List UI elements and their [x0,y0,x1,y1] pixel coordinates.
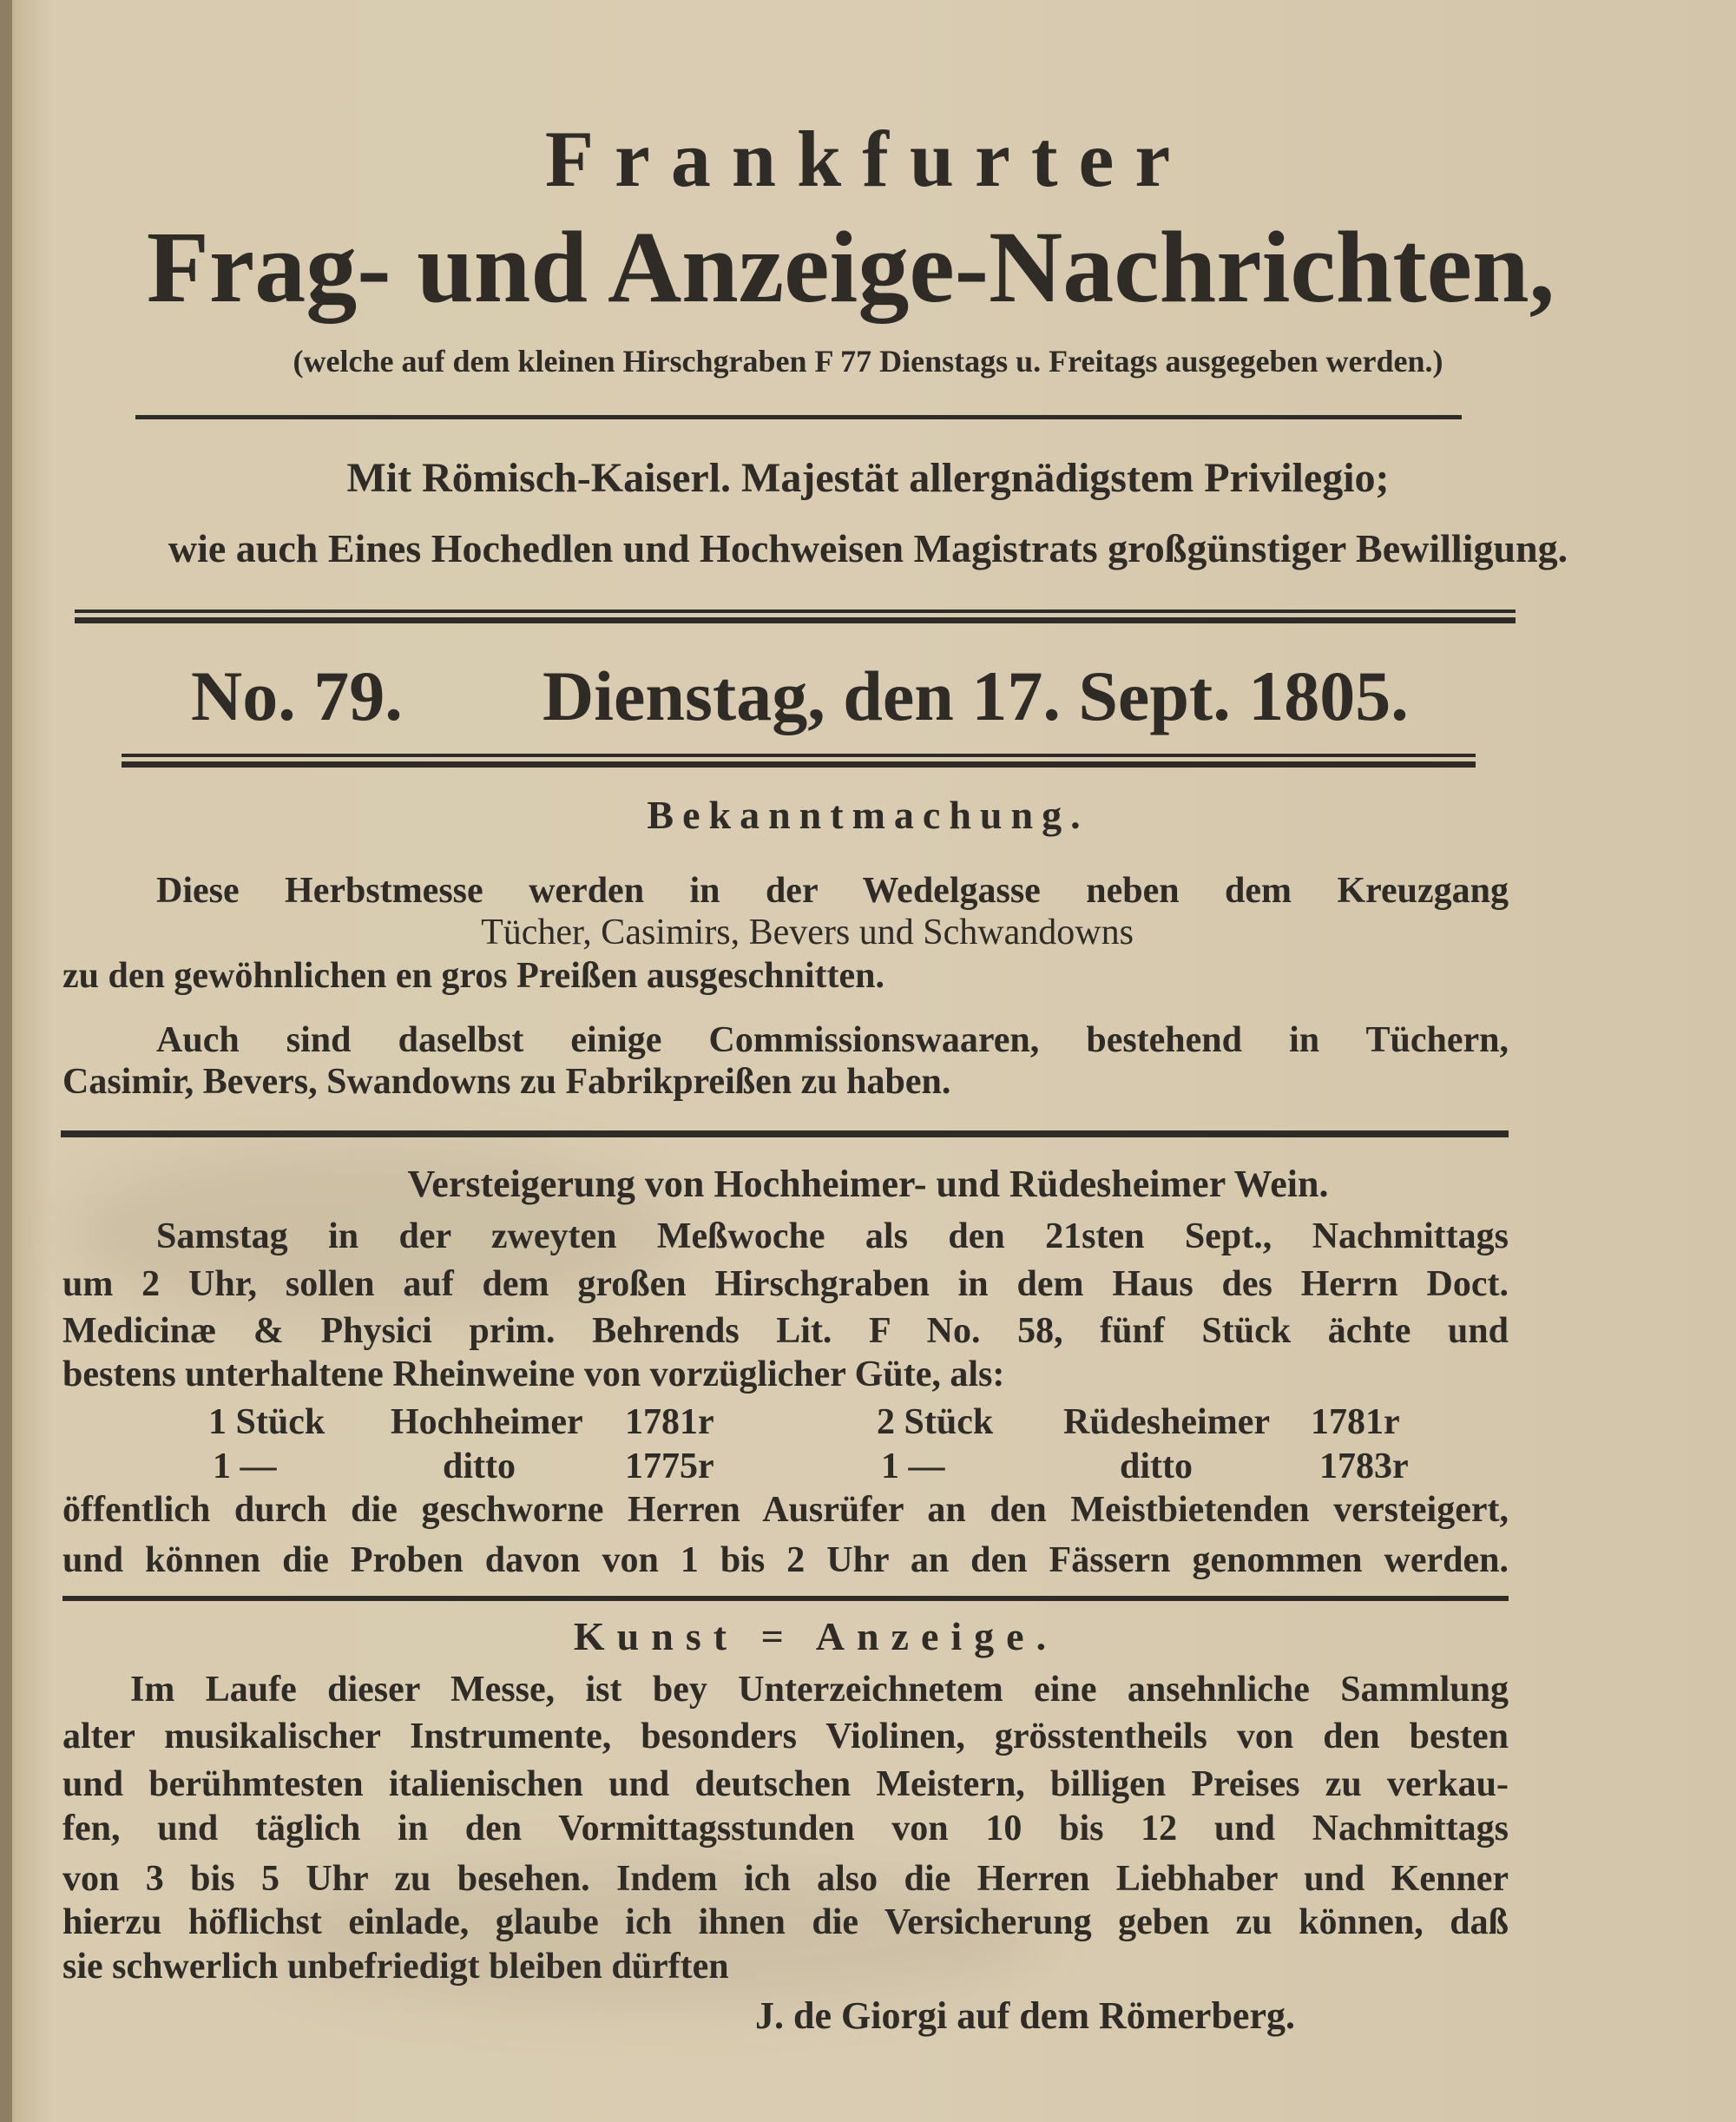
text-line: Im Laufe dieser Messe, ist bey Unterzeichnetem eine ansehnliche Sammlung [130,1670,1509,1710]
wine-qty: 1 Stück [208,1402,326,1442]
wine-qty: 1 — [881,1447,945,1486]
text-line: Auch sind daselbst einige Commissionswaaren, bestehend in Tüchern, [156,1020,1509,1060]
signature: J. de Giorgi auf dem Römerberg. [755,1994,1295,2037]
text-line: und können die Proben davon von 1 bis 2 Uhr an den Fässern genommen werden. [62,1540,1509,1580]
wine-year: 1781r [625,1402,714,1442]
divider [135,415,1462,419]
wine-qty: 1 — [213,1447,277,1486]
text-line: um 2 Uhr, sollen auf dem großen Hirschgraben in dem Haus des Herrn Doct. [62,1264,1509,1304]
privilege-line-1: Mit Römisch-Kaiserl. Majestät allergnädigstem Privilegio; [346,455,1390,501]
text-line: Casimir, Bevers, Swandowns zu Fabrikpreißen zu haben. [62,1062,951,1102]
wine-name: Rüdesheimer [1063,1402,1270,1442]
text-line: alter musikalischer Instrumente, besonders Violinen, grösstentheils von den besten [62,1717,1509,1756]
text-line: Tücher, Casimirs, Bevers und Schwandowns [481,913,1134,952]
text-line: hierzu höflichst einlade, glaube ich ihnen die Versicherung geben zu können, daß [62,1902,1509,1942]
wine-year: 1783r [1319,1447,1409,1486]
wine-year: 1781r [1311,1402,1400,1442]
section-heading: Versteigerung von Hochheimer- und Rüdesheimer Wein. [407,1163,1329,1205]
wine-name: ditto [443,1447,516,1486]
section-heading: Kunst = Anzeige. [573,1614,1059,1658]
double-divider [122,754,1476,768]
text-line: Medicinæ & Physici prim. Behrends Lit. F No. 58, fünf Stück ächte und [62,1311,1509,1351]
double-divider [75,610,1516,623]
text-line: sie schwerlich unbefriedigt bleiben dürften [62,1947,729,1987]
title-line-1: Frankfurter [544,115,1192,203]
text-line: von 3 bis 5 Uhr zu besehen. Indem ich also die Herren Liebhaber und Kenner [62,1859,1509,1899]
divider [61,1130,1509,1137]
text-line: Samstag in der zweyten Meßwoche als den 21sten Sept., Nachmittags [156,1216,1509,1256]
issue-date: Dienstag, den 17. Sept. 1805. [542,656,1409,735]
wine-name: Hochheimer [391,1402,583,1442]
issue-number: No. 79. [191,656,403,735]
text-line: zu den gewöhnlichen en gros Preißen ausgeschnitten. [62,956,885,996]
wine-year: 1775r [625,1447,714,1486]
divider [62,1596,1509,1601]
text-line: Diese Herbstmesse werden in der Wedelgasse neben dem Kreuzgang [156,871,1509,911]
subtitle: (welche auf dem kleinen Hirschgraben F 77 Dienstags u. Freitags ausgegeben werden.) [293,344,1443,379]
title-line-2: Frag- und Anzeige-Nachrichten, [146,210,1555,324]
text-line: und berühmtesten italienischen und deutschen Meistern, billigen Preises zu verkau- [62,1764,1509,1804]
text-line: bestens unterhaltene Rheinweine von vorzüglicher Güte, als: [62,1354,1005,1394]
text-line: fen, und täglich in den Vormittagsstunden von 10 bis 12 und Nachmittags [62,1809,1509,1849]
section-heading: Bekanntmachung. [647,793,1089,837]
wine-name: ditto [1120,1447,1193,1486]
privilege-line-2: wie auch Eines Hochedlen und Hochweisen Magistrats großgünstiger Bewilligung. [168,526,1568,570]
wine-qty: 2 Stück [877,1402,994,1442]
text-line: öffentlich durch die geschworne Herren Ausrüfer an den Meistbietenden versteigert, [62,1490,1509,1530]
